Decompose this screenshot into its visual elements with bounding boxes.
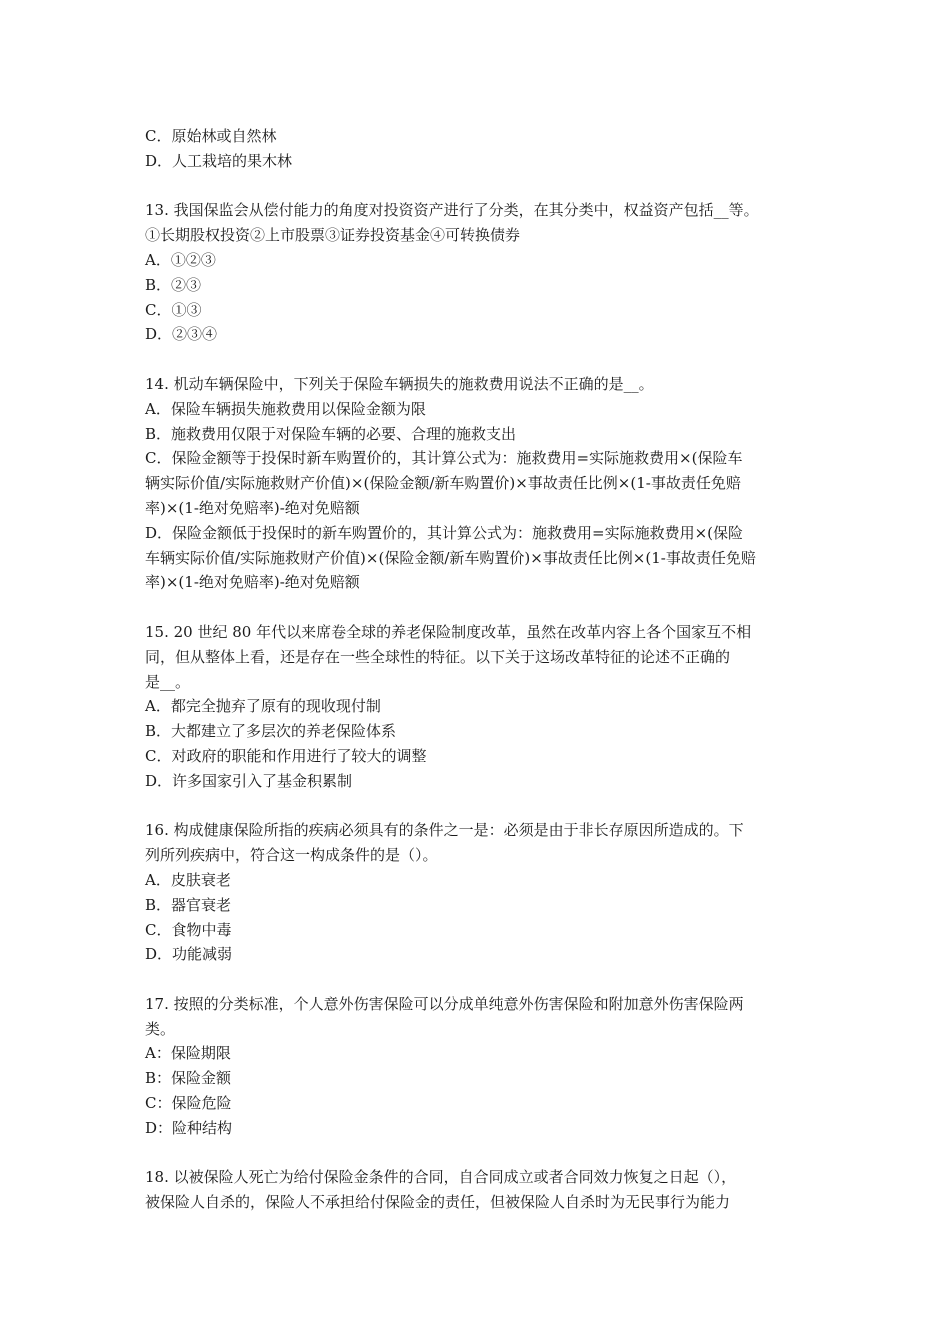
- text-line: A：保险期限: [145, 1044, 231, 1063]
- question-continuation: [145, 124, 820, 174]
- text-line: D．功能减弱: [145, 945, 233, 964]
- text-line: D．保险金额低于投保时的新车购置价的，其计算公式为：施救费用=实际施救费用×(保险: [145, 523, 744, 542]
- question-block: [145, 992, 820, 1141]
- text-line: 辆实际价值/实际施救财产价值)×(保险金额/新车购置价)×事故责任比例×(1-事故责任免赔: [145, 474, 741, 493]
- question-block: [145, 818, 820, 967]
- text-line: 同，但从整体上看，还是存在一些全球性的特征。以下关于这场改革特征的论述不正确的: [145, 647, 731, 666]
- paragraph-gap: [145, 174, 820, 199]
- question-block: [145, 372, 820, 595]
- text-line: 车辆实际价值/实际施救财产价值)×(保险金额/新车购置价)×事故责任比例×(1-事故责任免赔: [145, 548, 756, 567]
- question-block: [145, 198, 820, 347]
- paragraph-gap: [145, 794, 820, 819]
- question-block: [145, 620, 820, 794]
- document-page: [145, 124, 820, 1215]
- text-line: 17. 按照的分类标准，个人意外伤害保险可以分成单纯意外伤害保险和附加意外伤害保险两: [145, 994, 744, 1013]
- text-line: D：险种结构: [145, 1118, 233, 1137]
- text-line: 率)×(1-绝对免赔率)-绝对免赔额: [145, 573, 360, 592]
- text-line: B．②③: [145, 275, 202, 294]
- text-line: B．施救费用仅限于对保险车辆的必要、合理的施救支出: [145, 424, 517, 443]
- text-line: A．保险车辆损失施救费用以保险金额为限: [145, 399, 426, 418]
- text-line: 是__。: [145, 672, 191, 691]
- text-line: D．人工栽培的果木林: [145, 151, 293, 170]
- paragraph-gap: [145, 967, 820, 992]
- text-line: 16. 构成健康保险所指的疾病必须具有的条件之一是：必须是由于非长存原因所造成的。下: [145, 821, 744, 840]
- paragraph-gap: [145, 1141, 820, 1166]
- text-line: B．大都建立了多层次的养老保险体系: [145, 722, 397, 741]
- paragraph-gap: [145, 347, 820, 372]
- text-line: A．都完全抛弃了原有的现收现付制: [145, 697, 381, 716]
- text-line: C．①③: [145, 300, 202, 319]
- text-line: 列所列疾病中，符合这一构成条件的是（）。: [145, 846, 438, 865]
- text-line: D．许多国家引入了基金积累制: [145, 771, 353, 790]
- text-line: 被保险人自杀的，保险人不承担给付保险金的责任，但被保险人自杀时为无民事行为能力: [145, 1193, 731, 1212]
- text-line: C．对政府的职能和作用进行了较大的调整: [145, 746, 427, 765]
- text-line: C．保险金额等于投保时新车购置价的，其计算公式为：施救费用=实际施救费用×(保险车: [145, 449, 743, 468]
- text-line: 14. 机动车辆保险中，下列关于保险车辆损失的施救费用说法不正确的是__。: [145, 374, 654, 393]
- question-block: [145, 1165, 820, 1215]
- text-line: A．皮肤衰老: [145, 870, 231, 889]
- text-line: C．原始林或自然林: [145, 127, 277, 145]
- text-line: 13. 我国保监会从偿付能力的角度对投资资产进行了分类，在其分类中，权益资产包括__等。: [145, 201, 759, 220]
- text-line: 类。: [145, 1019, 176, 1038]
- text-line: 率)×(1-绝对免赔率)-绝对免赔额: [145, 498, 360, 517]
- text-line: 18. 以被保险人死亡为给付保险金条件的合同，自合同成立或者合同效力恢复之日起（），: [145, 1168, 737, 1187]
- paragraph-gap: [145, 595, 820, 620]
- text-line: 15. 20 世纪 80 年代以来席卷全球的养老保险制度改革，虽然在改革内容上各个国家互不相: [145, 622, 752, 641]
- text-line: D．②③④: [145, 325, 218, 344]
- text-line: C：保险危险: [145, 1094, 232, 1113]
- text-line: A．①②③: [145, 250, 216, 269]
- text-line: C．食物中毒: [145, 920, 232, 939]
- text-line: ①长期股权投资②上市股票③证券投资基金④可转换债券: [145, 226, 521, 245]
- text-line: B．器官衰老: [145, 895, 232, 914]
- text-line: B：保险金额: [145, 1069, 232, 1088]
